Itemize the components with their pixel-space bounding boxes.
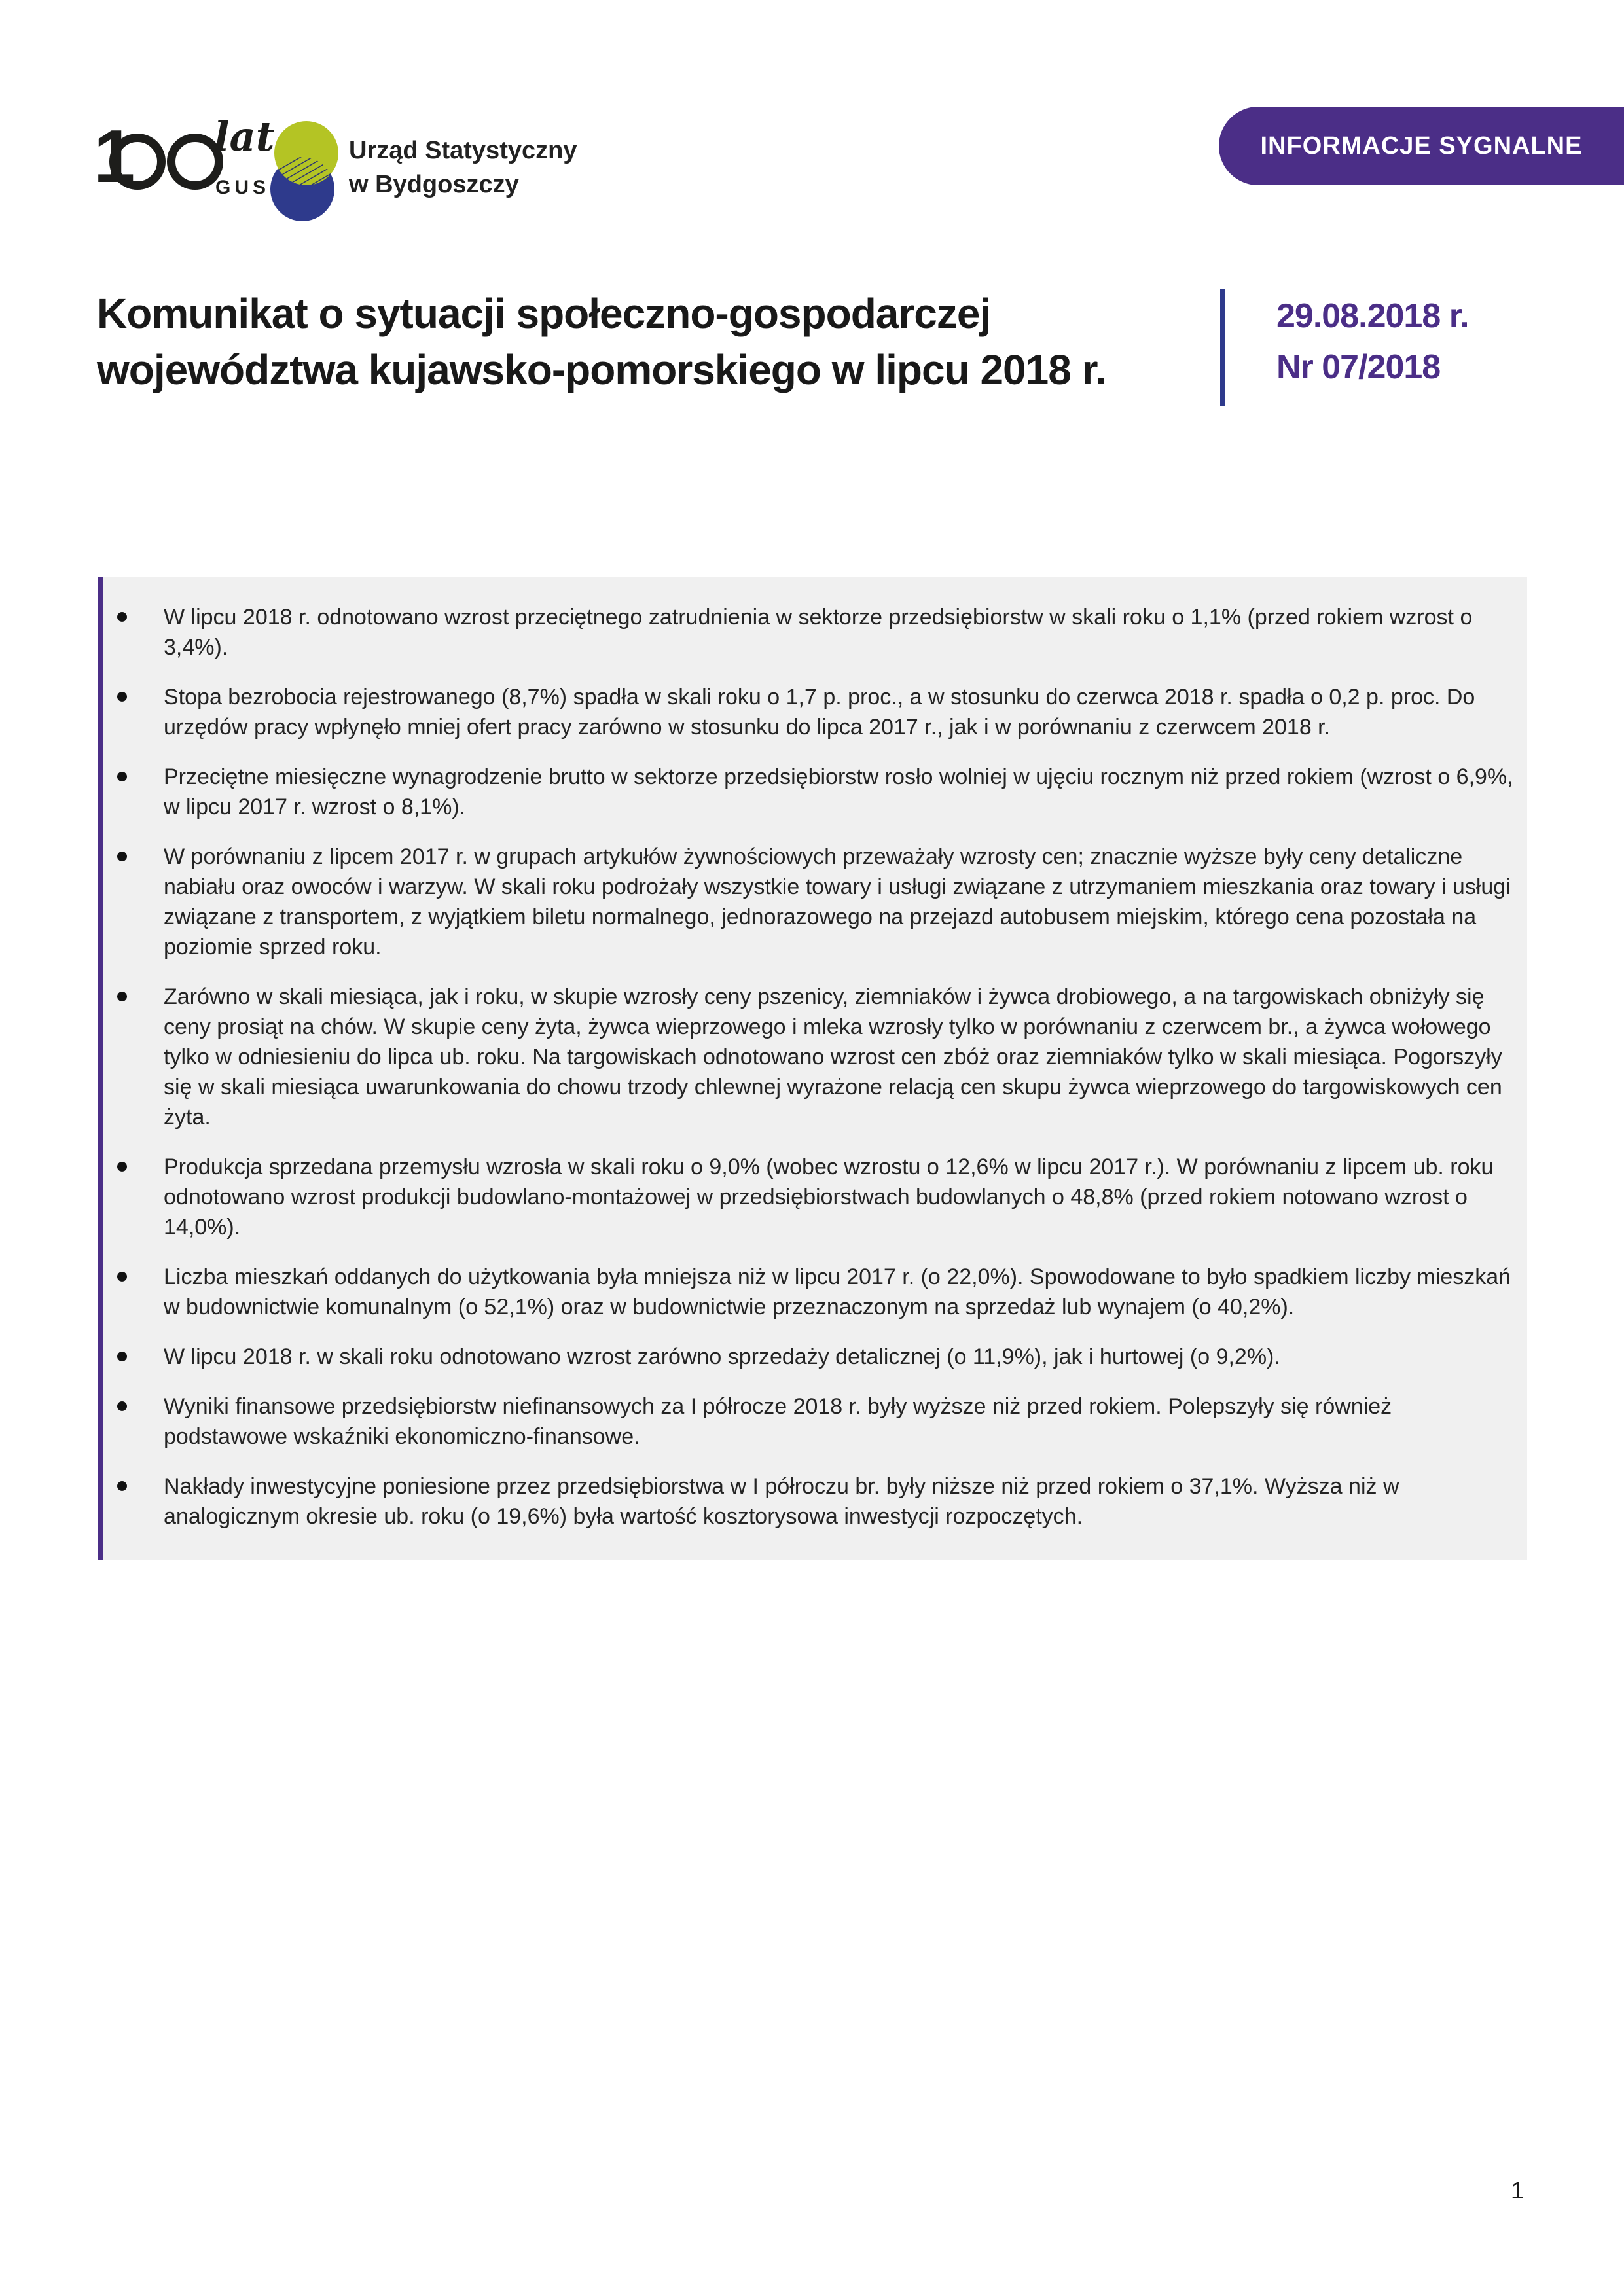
list-item bbox=[103, 1262, 1518, 1322]
bullet-icon bbox=[117, 1401, 127, 1411]
bullet-icon bbox=[117, 1272, 127, 1282]
list-item-text: Stopa bezrobocia rejestrowanego (8,7%) spadła w skali roku o 1,7 p. proc., a w stosunku do czerwca 2018 r. spadła o 0,2 p. proc. Do urzędów pracy wpłynęło mniej ofert pracy zarówno w stosunku do lipca 2017 r., jak i w porównaniu z czerwcem 2018 r. bbox=[164, 685, 1475, 740]
list-item bbox=[103, 1471, 1518, 1532]
bullet-icon bbox=[117, 1352, 127, 1361]
logo-ring-icon bbox=[109, 134, 166, 190]
list-item bbox=[103, 762, 1518, 822]
bullet-icon bbox=[117, 1481, 127, 1491]
list-item-text: Wyniki finansowe przedsiębiorstw niefinansowych za I półrocze 2018 r. były wyższe niż przed rokiem. Polepszyły się również podstawowe wskaźniki ekonomiczno-finansowe. bbox=[164, 1394, 1392, 1449]
list-item-text: Zarówno w skali miesiąca, jak i roku, w skupie wzrosły ceny pszenicy, ziemniaków i żywca drobiowego, a na targowiskach obniżyły się ceny prosiąt na chów. W skupie ceny żyta, żywca wieprzowego i mleka wzrosły tylko w porównaniu z czerwcem br., a żywca wołowego tylko w odniesieniu do lipca ub. roku. Na targowiskach odnotowano wzrost cen zbóż oraz ziemniaków tylko w skali miesiąca. Pogorszyły się w skali miesiąca uwarunkowania do chowu trzody chlewnej wyrażone relacją cen skupu żywca wieprzowego do targowiskowych cen żyta. bbox=[164, 984, 1502, 1130]
list-item bbox=[103, 1391, 1518, 1452]
list-item bbox=[103, 1152, 1518, 1242]
bullet-icon bbox=[117, 1162, 127, 1172]
list-item-text: W porównaniu z lipcem 2017 r. w grupach artykułów żywnościowych przeważały wzrosty cen; znacznie wyższe były ceny detaliczne nabiału oraz owoców i warzyw. W skali roku podrożały wszystkie towary i usługi związane z utrzymaniem mieszkania oraz towary i usługi związane z transportem, z wyjątkiem biletu normalnego, jednorazowego na przejazd autobusem miejskim, którego cena pozostała na poziomie sprzed roku. bbox=[164, 844, 1511, 960]
issue-number: Nr 07/2018 bbox=[1276, 348, 1441, 386]
gus-100-years-logo bbox=[94, 113, 297, 202]
meta-block bbox=[1276, 291, 1469, 393]
bullet-icon bbox=[117, 692, 127, 702]
highlights-list bbox=[103, 602, 1518, 1532]
informacje-sygnalne-badge bbox=[1219, 107, 1624, 185]
header-logo-group bbox=[94, 113, 683, 246]
bullet-icon bbox=[117, 612, 127, 622]
logo-gus-abbr: GUS bbox=[215, 177, 270, 198]
list-item-text: Produkcja sprzedana przemysłu wzrosła w skali roku o 9,0% (wobec wzrostu o 12,6% w lipcu 2017 r.). W porównaniu z lipcem ub. roku odnotowano wzrost produkcji budowlano-montażowej w przedsiębiorstwach budowlanych o 48,8% (przed rokiem notowano wzrost o 14,0%). bbox=[164, 1155, 1494, 1240]
page-number: 1 bbox=[1511, 2177, 1525, 2204]
list-item-text: Liczba mieszkań oddanych do użytkowania była mniejsza niż w lipcu 2017 r. (o 22,0%). Spowodowane to było spadkiem liczby mieszkań w budownictwie komunalnym (o 52,1%) oraz w budownictwie przeznaczonym na sprzedaż lub wynajem (o 40,2%). bbox=[164, 1265, 1511, 1319]
bullet-icon bbox=[117, 852, 127, 861]
bullet-icon bbox=[117, 992, 127, 1001]
publication-date: 29.08.2018 r. bbox=[1276, 297, 1469, 335]
list-item-text: Przeciętne miesięczne wynagrodzenie brutto w sektorze przedsiębiorstw rosło wolniej w ujęciu rocznym niż przed rokiem (wzrost o 6,9%, w lipcu 2017 r. wzrost o 8,1%). bbox=[164, 764, 1513, 819]
logo-digit-1: 1 bbox=[94, 115, 133, 198]
org-name-line1: Urząd Statystyczny bbox=[349, 137, 577, 164]
highlights-box bbox=[98, 577, 1527, 1560]
list-item-text: Nakłady inwestycyjne poniesione przez przedsiębiorstwa w I półroczu br. były niższe niż przed rokiem o 37,1%. Wyższa niż w analogicznym okresie ub. roku (o 19,6%) była wartość kosztorysowa inwestycji rozpoczętych. bbox=[164, 1474, 1399, 1529]
bullet-icon bbox=[117, 772, 127, 781]
badge-label: INFORMACJE SYGNALNE bbox=[1260, 132, 1583, 160]
logo-lat-script: lat bbox=[214, 113, 275, 160]
list-item-text: W lipcu 2018 r. odnotowano wzrost przeciętnego zatrudnienia w sektorze przedsiębiorstw w skali roku o 1,1% (przed rokiem wzrost o 3,4%). bbox=[164, 605, 1473, 660]
list-item bbox=[103, 1342, 1518, 1372]
org-name bbox=[349, 134, 577, 202]
meta-divider-rule bbox=[1220, 289, 1225, 406]
org-name-line2: w Bydgoszczy bbox=[349, 171, 519, 198]
list-item bbox=[103, 602, 1518, 662]
page-title: Komunikat o sytuacji społeczno-gospodarczej województwa kujawsko-pomorskiego w lipcu 2018 r. bbox=[97, 290, 1106, 393]
list-item-text: W lipcu 2018 r. w skali roku odnotowano wzrost zarówno sprzedaży detalicznej (o 11,9%), jak i hurtowej (o 9,2%). bbox=[164, 1344, 1280, 1369]
gus-circles-emblem-icon bbox=[269, 120, 341, 230]
list-item bbox=[103, 982, 1518, 1132]
list-item bbox=[103, 682, 1518, 742]
list-item bbox=[103, 842, 1518, 962]
